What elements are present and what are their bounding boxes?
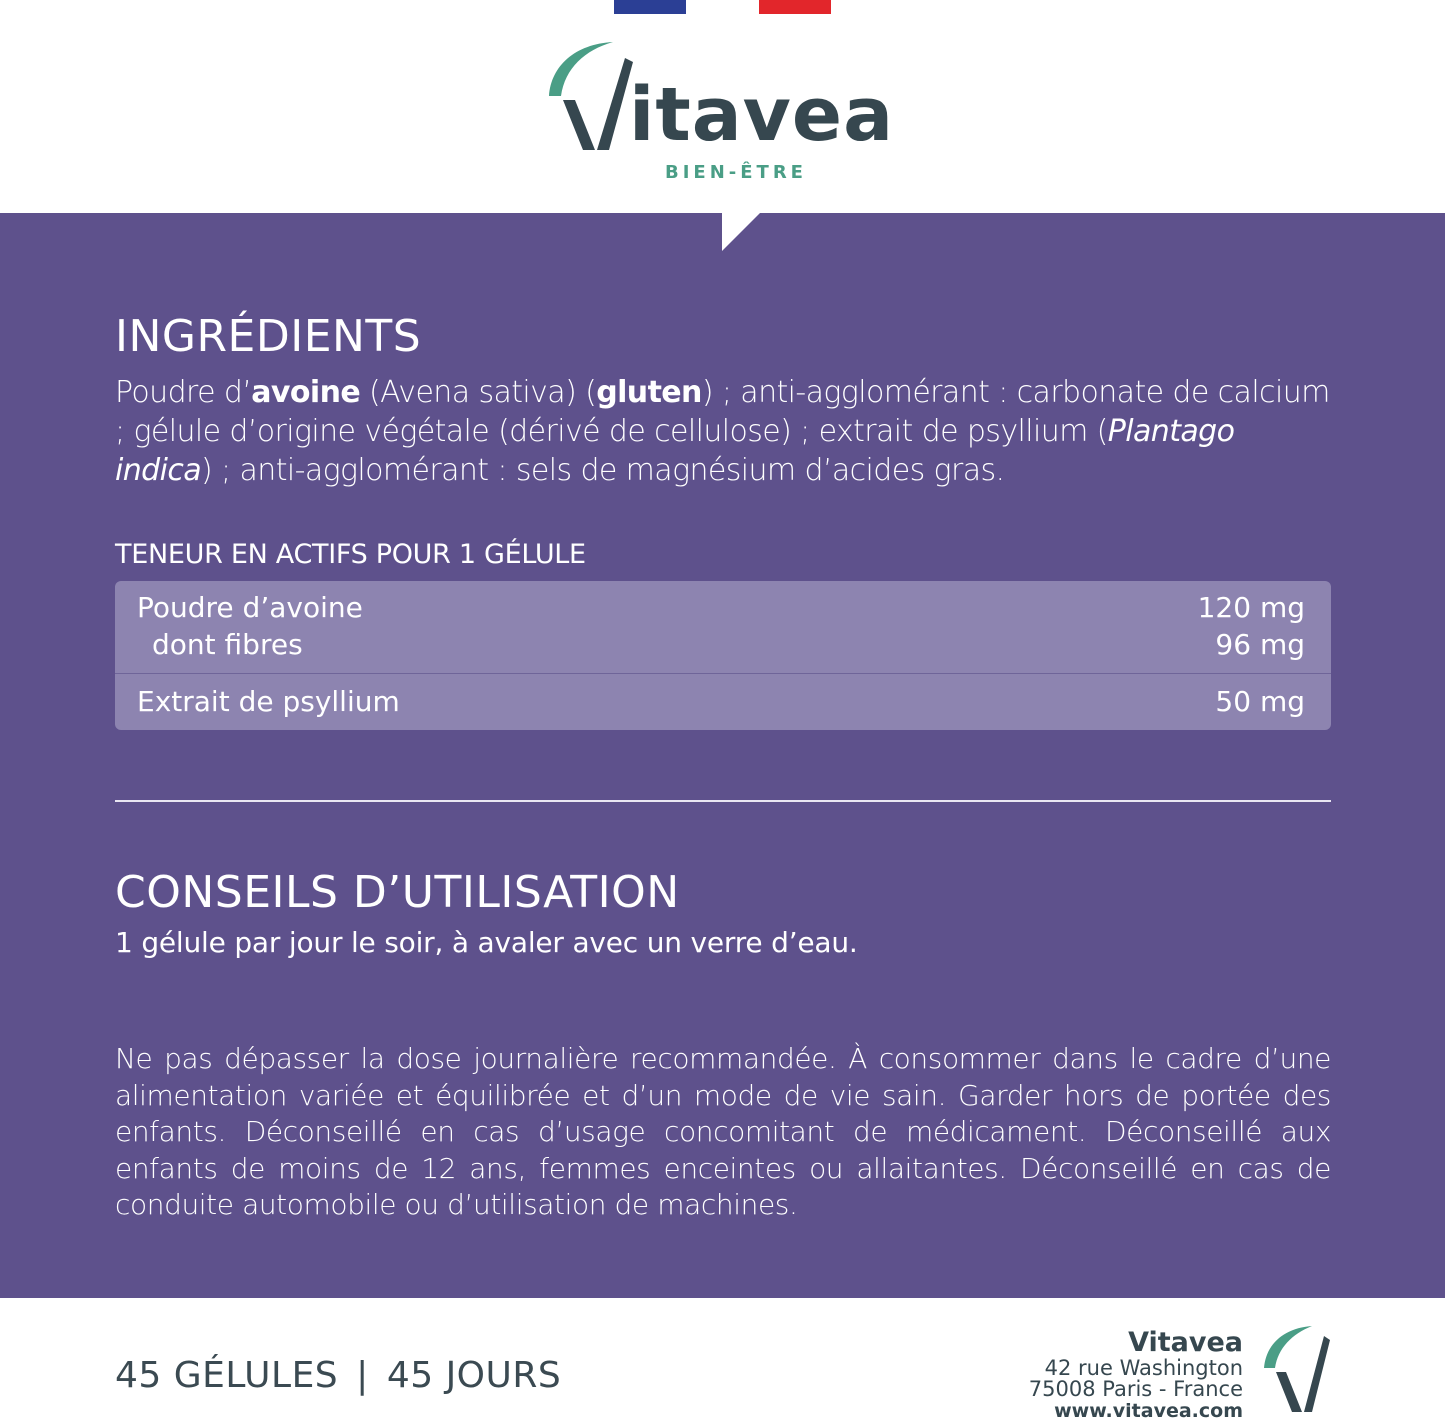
actives-table [115, 581, 1331, 730]
footer [0, 1298, 1445, 1420]
ingredients-segment: ) ; anti-agglomérant : carbonate de calcium ; gélule d’origine végétale (dérivé de cellulose) ; extrait de psyllium ( [115, 375, 1330, 449]
ingredients-segment: ) ; anti-agglomérant : sels de magnésium d’acides gras. [201, 453, 1005, 488]
leaf-v-icon [1262, 1324, 1332, 1414]
row-label: Poudre d’avoine [137, 591, 363, 624]
ingredients-segment: (Avena sativa) ( [360, 375, 597, 410]
header [0, 0, 1445, 213]
french-flag-icon [614, 0, 831, 14]
teneur-title: TENEUR EN ACTIFS POUR 1 GÉLULE [115, 539, 586, 570]
warning-text: Ne pas dépasser la dose journalière recommandée. À consommer dans le cadre d’une alimentation variée et équilibrée et d’un mode de vie sain. Garder hors de portée des enfants. Déconseillé en cas d’usage concomitant de médicament. Déconseillé aux enfants de moins de 12 ans, femmes enceintes ou allaitantes. Déconseillé en cas de conduite automobile ou d’utilisation de machines. [115, 1042, 1331, 1221]
row-label: Extrait de psyllium [137, 685, 400, 718]
quantity [115, 1355, 561, 1396]
address-line-2: 75008 Paris - France [1028, 1377, 1243, 1401]
quantity-separator: | [356, 1355, 369, 1396]
ingredients-segment-bold: gluten [596, 375, 702, 410]
quantity-capsules: 45 GÉLULES [115, 1355, 339, 1396]
conseils-title: CONSEILS D’UTILISATION [115, 867, 680, 918]
speech-notch [722, 213, 760, 251]
table-divider [115, 673, 1331, 674]
leaf-v-icon [545, 38, 635, 153]
address-line-1: 42 rue Washington [1044, 1356, 1243, 1380]
row-value: 50 mg [1215, 685, 1305, 718]
quantity-days: 45 JOURS [386, 1355, 562, 1396]
row-label: dont fibres [152, 628, 303, 661]
ingredients-segment-bold: avoine [251, 375, 361, 410]
ingredients-segment: Poudre d’ [115, 375, 252, 410]
conseils-text: 1 gélule par jour le soir, à avaler avec un verre d’eau. [115, 926, 858, 959]
content-panel [0, 213, 1445, 1298]
company-address [1029, 1328, 1243, 1420]
row-value: 120 mg [1197, 591, 1305, 624]
logo-tagline: BIEN-ÊTRE [665, 162, 807, 183]
ingredients-title: INGRÉDIENTS [115, 311, 422, 362]
company-website: www.vitavea.com [1054, 1400, 1243, 1420]
logo-wordmark: itavea [629, 72, 895, 158]
row-value: 96 mg [1215, 628, 1305, 661]
section-divider [115, 800, 1331, 802]
company-name: Vitavea [1128, 1327, 1243, 1358]
ingredients-text [115, 373, 1331, 490]
ingredients-segment-italic: Plantago indica [115, 414, 1235, 488]
vitavea-logo [545, 38, 905, 188]
